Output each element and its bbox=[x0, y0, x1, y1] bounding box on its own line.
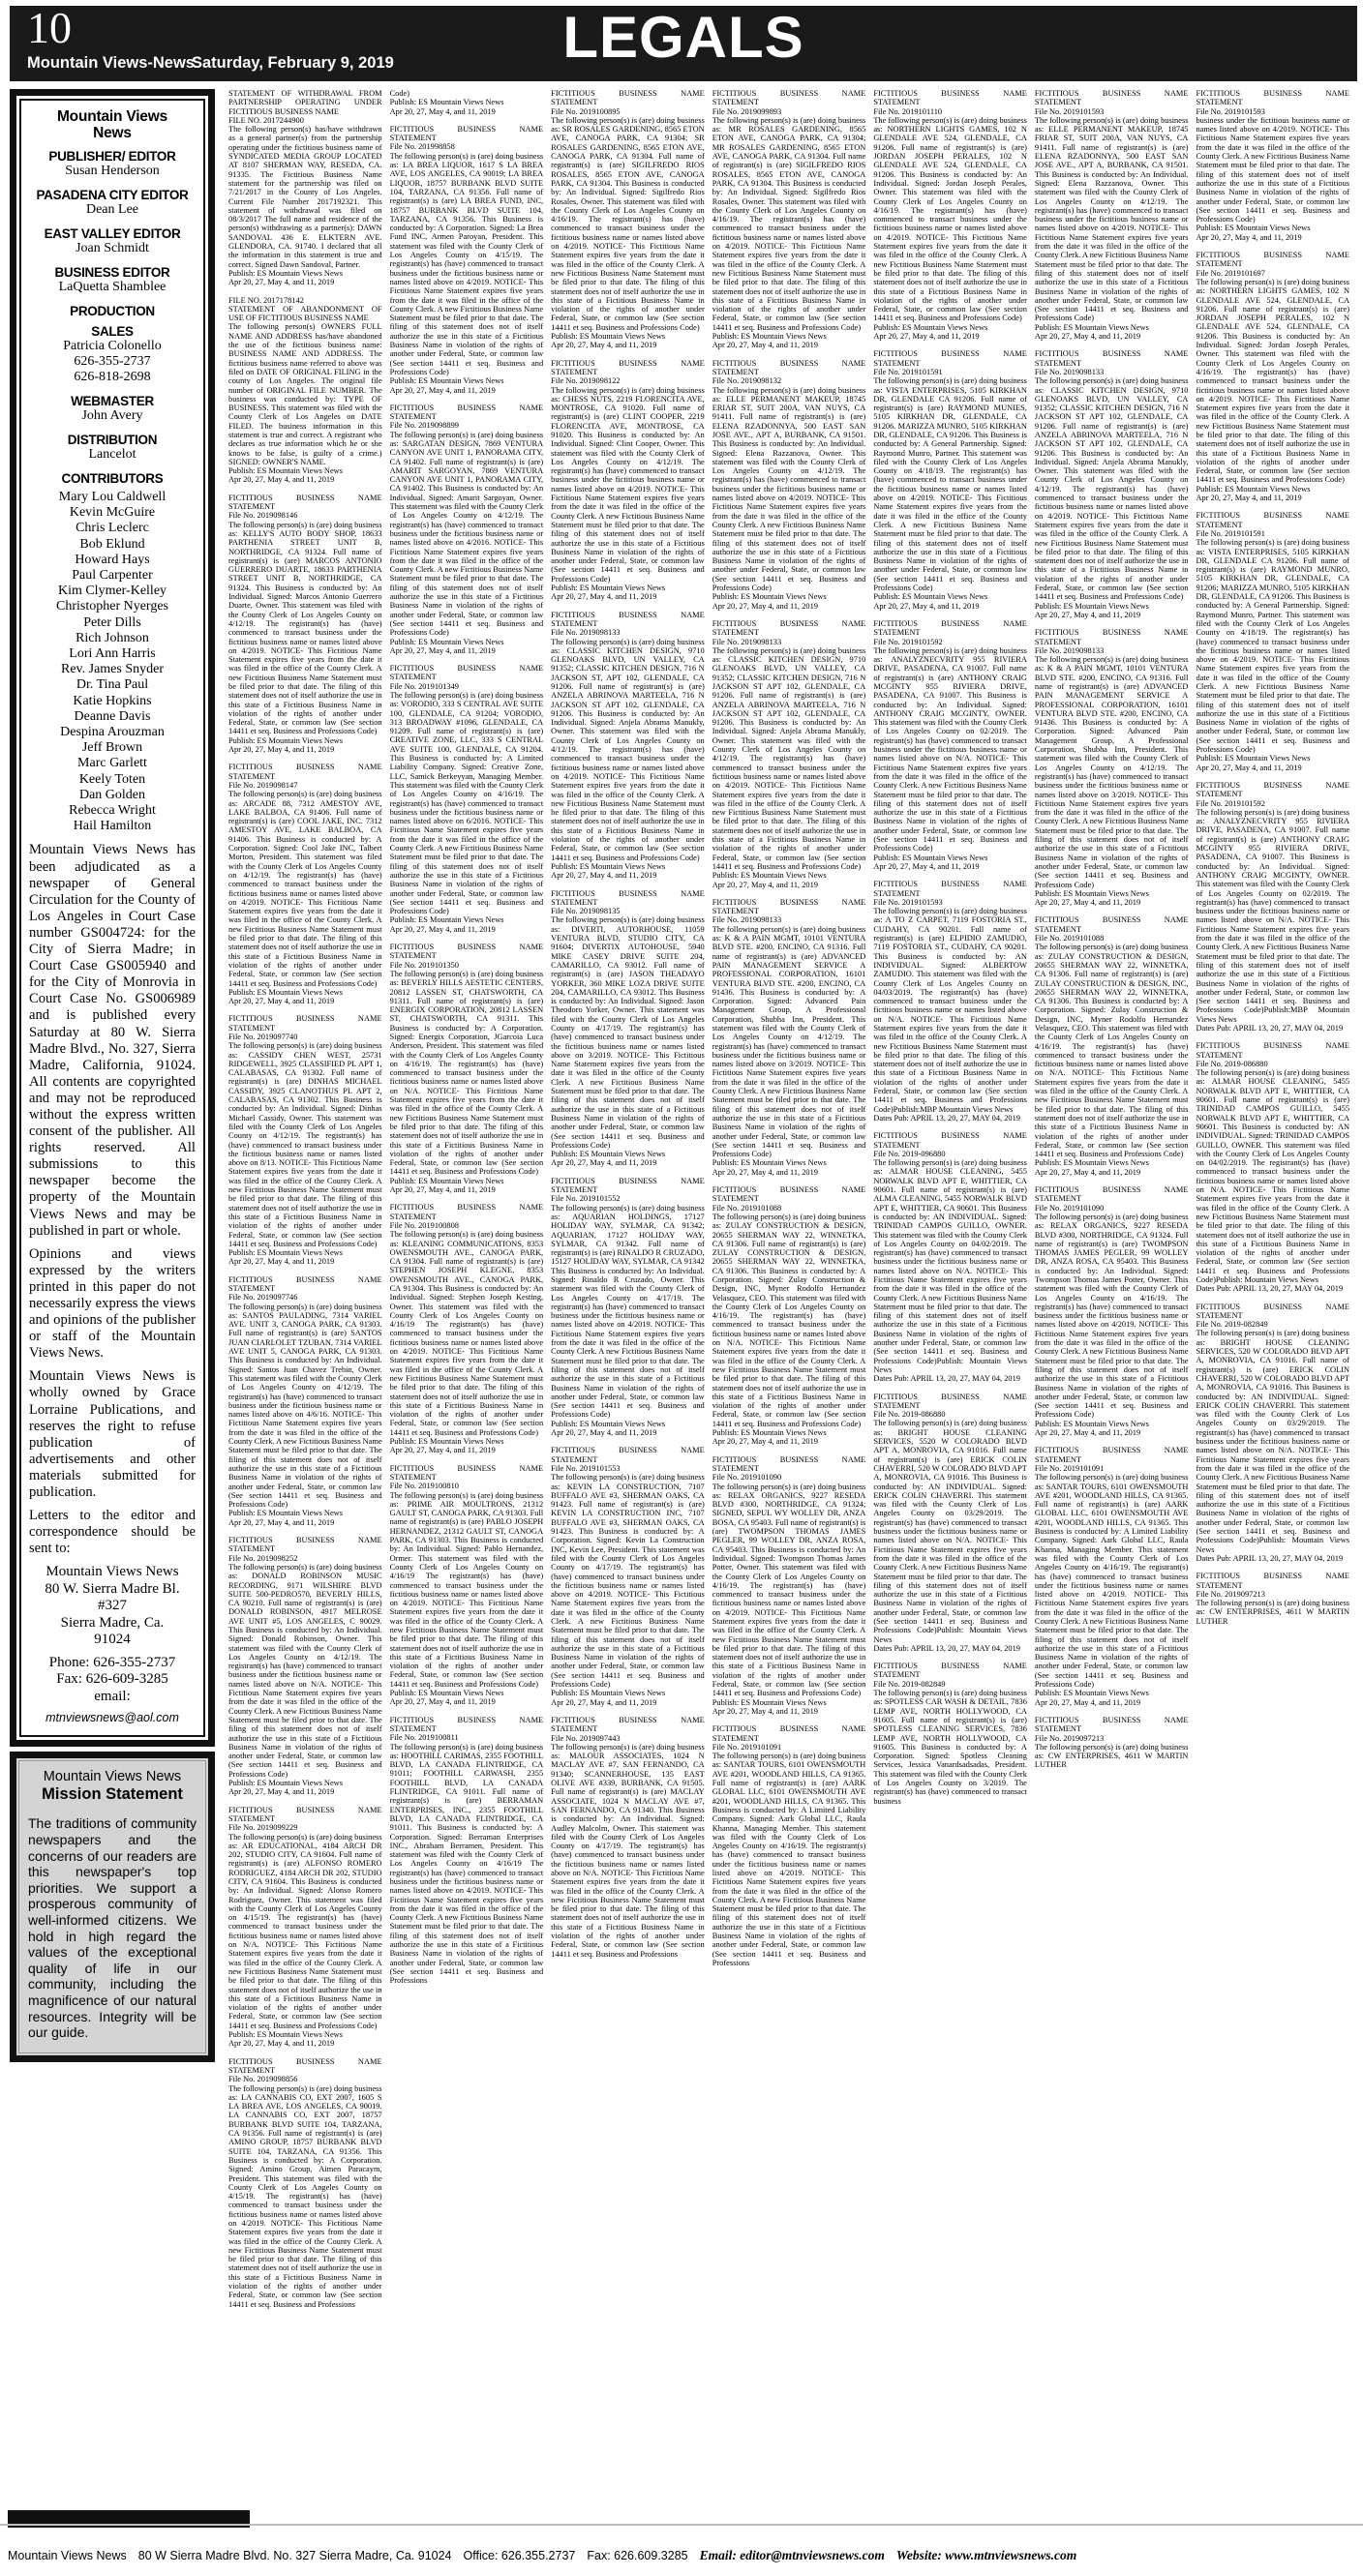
notice-publication-dates: Publish: ES Mountain Views News Apr 20, 27, May 4, and 11, 2019 bbox=[228, 2030, 343, 2049]
notice-body: The following person(s) is (are) doing business as: K & A PAIN MGMT, 10101 VENTURA BLVD STE. #200, ENCINO, CA 91316. Full name of registrant(s) is (are) ADVANCED PAIN MANAGEMENT SERVICE A PROFESSIONAL CORPORATION, 16101 VENTURA BLVD STE. #200, ENCINO, CA 91436. This Business is conducted by: A Corporation. Signed: Advanced Pain Management Group, A Professional Corporation, Shubha Inn, President. This statement was filed with the County Clerk of Los Angeles County on 4/12/19. The registrant(s) has (have) commenced to transact business under the fictitious business name or names listed above on 3/2019. NOTICE- This Fictitious Name Statement expires five years from the date it was filed in the office of the County Clerk. A new Fictitious Business Name Statement must be filed prior to that date. The filing of this statement does not of itself authorize the use in this state of a Fictitious Business Name in violation of the rights of another under Federal, State, or common law (See section 14411 et seq. Business and Professions Code) bbox=[712, 924, 866, 1159]
contact-phone: Phone: 626-355-2737 bbox=[48, 1654, 176, 1670]
legal-notice bbox=[1196, 1572, 1349, 1626]
notice-publication-dates: Publish: ES Mountain Views News Apr 20, 27, May 4, and 11, 2019 bbox=[389, 1176, 504, 1195]
notice-heading: STATEMENT OF WITHDRAWAL FROM PARTNERSHIP OPERATING UNDER FICTITIOUS BUSINESS NAME FILE NO. 2017244900 bbox=[228, 89, 382, 125]
notice-publication-dates: Publish: ES Mountain Views News Apr 20, 27, May 4, and 11, 2019 bbox=[228, 735, 343, 755]
notice-publication-dates: Publish: ES Mountain Views News Apr 20, 27, May 4, and 11, 2019 bbox=[389, 637, 504, 655]
contributor-name: Jeff Brown bbox=[81, 740, 143, 756]
mission-statement-inner bbox=[18, 1760, 206, 2052]
notice-publication-dates: Publish: ES Mountain Views News Apr 20, 27, May 4, and 11, 2019 bbox=[873, 853, 988, 871]
contributor-name: Peter Dills bbox=[83, 614, 141, 630]
notice-heading: FICTITIOUS BUSINESS NAME STATEMENT File No. 2019101091 bbox=[712, 1724, 866, 1752]
legal-notice bbox=[712, 1185, 866, 1447]
notice-body: The following person(s) is (are) doing business as: SR ROSALES GARDENING, 8565 ETON AVE, CANOGA PARK, CA 91304; SR ROSALES GARDENING, 8565 ETON AVE, CANOGA PARK, CA 91304. Full name of registrant(s) is (are) SIGILFREDO RIOS ROSALES, 8565 ETON AVE, CANOGA PARK, CA 91304. This Business is conducted by: An Individual. Signed: Sigilfredo Rios Rosales, Owner. This statement was filed with the County Clerk of Los Angeles County on 4/16/19. The registrant(s) has (have) commenced to transact business under the fictitious business name or names listed above on 4/2019. NOTICE- This Fictitious Name Statement expires five years from the date it was filed in the office of the County Clerk. A new Fictitious Business Name Statement must be filed prior to that date. The filing of this statement does not of itself authorize the use in this state of a Fictitious Business Name in violation of the rights of another under Federal, State, or common law (See section 14411 et seq. Business and Professions Code) bbox=[551, 115, 705, 332]
contact-street: 80 W. Sierra Madre Bl. bbox=[45, 1580, 180, 1597]
contact-block bbox=[29, 1564, 196, 1649]
legal-notice bbox=[390, 943, 544, 1194]
notice-publication-dates: Publish: ES Mountain Views News Apr 20, 27, May 4, and 11, 2019 bbox=[551, 584, 666, 602]
legal-notices-area bbox=[228, 89, 1357, 2477]
legal-notice bbox=[1035, 1446, 1189, 1707]
notice-publication-dates: Publish: ES Mountain Views News Apr 20, 27, May 4, and 11, 2019 bbox=[389, 1437, 504, 1455]
notice-body: The following person(s) is (are) doing business as: ELLE PERMANENT MAKEUP, 18745 FRIAR ST, SUIT 200A, VAN NUYS, CA 91411. Full name of registrant(s) is (are) ELENA RZADONNYA, 500 EAST SAN JOSE AVE., APT A, BURBANK, CA 91501. This Business is conducted by: An Individual. Signed: Elena Razzanova, Owner. This statement was filed with the County Clerk of Los Angeles County on 4/12/19. The registrant(s) has (have) commenced to transact business under the fictitious business name or names listed above on 4/2019. NOTICE- This Fictitious Name Statement expires five years from the date it was filed in the office of the County Clerk. A new Fictitious Business Name Statement must be filed prior to that date. The filing of this statement does not of itself authorize the use in this state of a Fictitious Business Name in violation of the rights of another under Federal, State, or common law (See section 14411 et seq. Business and Professions Code) bbox=[1034, 115, 1189, 323]
notice-publication-dates: Publish: ES Mountain Views News Apr 20, 27, May 4, and 11, 2019 bbox=[1034, 888, 1149, 908]
notice-body: The following person(s) is (are) doing business as: RELAX ORGANICS, 9227 RESEDA BLVD #300, NORTHRIDGE, CA 91324; SIGNED, SEPUL WY WOLLEY DR, ANZA BOSA, CA 95403. Full name of registrant(s) is (are) TWOMPSON THOMAS JAMES PEGLER, 99 WOLLEY DR, ANZA ROSA, CA 95403. This Business is conducted by: An Individual. Signed: Twompson Thomas James Potter, Owner. This statement was filed with the County Clerk of Los Angeles County on 4/16/19. The registrant(s) has (have) commenced to transact business under the fictitious business name or names listed above on 4/2019. NOTICE- This Fictitious Name Statement expires five years from the date it was filed in the office of the County Clerk. A new Fictitious Business Name Statement must be filed prior to that date. The filing of this statement does not of itself authorize the use in this state of a Fictitious Business Name in violation of the rights of another under Federal, State, or common law (See section 14411 et seq. Business and Professions Code) bbox=[712, 1482, 866, 1698]
notice-body: The following person(s) is (are) doing business as: AQUARIAN HOLDINGS, 17127 HOLIDAY WAY, SYLMAR, CA 91342; AQUARIAN, 17127 HOLIDAY WAY, SYLMAR, CA 91342. Full name of registrant(s) is (are) RINALDO R CRUZADO, 15127 HOLIDAY WAY, SYLMAR, CA 91342 This Business is conducted by: An Individual. Signed: Rinaldo R Cruzado, Owner. This statement was filed with the County Clerk of Los Angeles County on 4/17/19. The registrant(s) has (have) commenced to transact business under the fictitious business name or names listed above on 4/2019. NOTICE- This Fictitious Name Statement expires five years from the date it was filed in the office of the County Clerk. A new Fictitious Business Name Statement must be filed prior to that date. The filing of this statement does not of itself authorize the use in this state of a Fictitious Business Name in violation of the rights of another under Federal, State, or common law (See section 14411 et seq. Business and Professions Code) bbox=[551, 1203, 705, 1420]
notice-body: The following person(s) is (are) doing business as: CW ENTERPRISES, 4611 W MARTIN LUTHER bbox=[1034, 1742, 1189, 1770]
notice-heading: FICTITIOUS BUSINESS NAME STATEMENT File No. 2019101697 bbox=[1196, 251, 1350, 278]
legal-notice bbox=[712, 898, 866, 1177]
notice-publication-dates: Publish: ES Mountain Views News Apr 20, 27, May 4, and 11, 2019 bbox=[228, 1509, 343, 1527]
notice-body: The following person(s) is (are) doing business as: VORODIO, 333 S CENTRAL AVE SUITE 100, GLENDALE, CA 91204; VORODIO, 313 BROADWAY #1096, GLENDALE, CA 91209. Full name of registrant(s) is (are) CREATIVE ZONE, LLC, 333 S CENTRAL AVE SUITE 100, GLENDALE, CA 91204. This Business is conducted by: A Limited Liability Company. Signed: Creative Zone, LLC, Samick Berkeyyan, Managing Member. This statement was filed with the County Clerk of Los Angeles County on 4/16/19. The registrant(s) has (have) commenced to transact business under the fictitious business name or names listed above on 6/2016. NOTICE- This Fictitious Name Statement expires five years from the date it was filed in the office of the County Clerk. A new Fictitious Business Name Statement must be filed prior to that date. The filing of this statement does not of itself authorize the use in this state of a Fictitious Business Name in violation of the rights of another under Federal, State, or common law (See section 14411 et seq. Business and Professions Code) bbox=[389, 691, 544, 916]
legal-notice bbox=[873, 619, 1027, 871]
contact-email-label: email: bbox=[94, 1688, 131, 1704]
notice-heading: FICTITIOUS BUSINESS NAME STATEMENT File No. 2019-086880 bbox=[873, 1392, 1027, 1420]
contact-name: Mountain Views News bbox=[45, 1564, 179, 1580]
notice-publication-dates: Publish: ES Mountain Views News Apr 20, 27, May 4, and 11, 2019 bbox=[551, 1419, 666, 1438]
notice-heading: FICTITIOUS BUSINESS NAME STATEMENT File No. 2019101593 bbox=[1034, 89, 1189, 116]
legal-notice bbox=[873, 1662, 1027, 1806]
notice-publication-dates: Publish: ES Mountain Views News Apr 20, 27, May 4, and 11, 2019 bbox=[389, 376, 504, 395]
legal-notice bbox=[390, 664, 544, 934]
notice-heading: FICTITIOUS BUSINESS NAME STATEMENT File No. 2019098146 bbox=[228, 493, 382, 521]
notice-body: The following person(s) is (are) doing business as: DONALD ROBINSON MUSIC RECORDING, 9171 WILSHIRE BLVD SUITE 500-PEDRO570, BEVERLY HILLS, CA 90210. Full name of registrant(s) is (are) DONALD ROBINSON, 4917 MELROSE AVE UNIT #5, LOS ANGELES, C 90029. This Business is conducted by: An Individual. Signed: Donald Robinson, Owner. This statement was filed with the County Clerk of Los Angeles County on 4/12/19. The registrant(s) has (have) commenced to transact business under the fictitious business name or names listed above on N/A. NOTICE- This Fictitious Name Statement expires five years from the date it was filed in the office of the County Clerk. A new Fictitious Business Name Statement must be filed prior to that date. The filing of this statement does not of itself authorize the use in this state of a Fictitious Business Name in violation of the rights of another under Federal, State, or common law (See section 14411 et seq. Business and Professions Code) bbox=[228, 1562, 382, 1779]
notice-publication-dates: Publish: ES Mountain Views News Apr 20, 27, May 4, and 11, 2019 bbox=[712, 332, 827, 350]
notice-body: business under the fictitious business name or names listed above on 4/2019. NOTICE- This Fictitious Name Statement expires five years from the date it was filed in the office of the County Clerk. A new Fictitious Business Name Statement must be filed prior to that date. The filing of this statement does not of itself authorize the use in this state of a Fictitious Business Name in violation of the rights of another under Federal, State, or common law (See section 14411 et seq. Business and Professions Code) bbox=[1196, 115, 1350, 225]
masthead-issue-date: Saturday, February 9, 2019 bbox=[192, 54, 394, 72]
notice-heading: FICTITIOUS BUSINESS NAME STATEMENT File No. 2019098133 bbox=[1034, 349, 1189, 376]
notice-heading: FICTITIOUS BUSINESS NAME STATEMENT File No. 2019099229 bbox=[228, 1805, 382, 1833]
legal-notice bbox=[551, 359, 705, 602]
notice-heading: FICTITIOUS BUSINESS NAME STATEMENT File No. 2019099893 bbox=[712, 89, 866, 116]
sidebar-paragraph: Mountain Views News is wholly owned by Grace Lorraine Publications, and reserves the right to refuse publication of advertisements and other materials submitted for publication. bbox=[29, 1368, 196, 1501]
contributor-name: Deanne Davis bbox=[74, 708, 151, 724]
notice-heading: FICTITIOUS BUSINESS NAME STATEMENT File No. 2019-086880 bbox=[1196, 1041, 1350, 1068]
notice-heading: FICTITIOUS BUSINESS NAME STATEMENT File No. 201998858 bbox=[389, 124, 544, 152]
legal-notice bbox=[551, 611, 705, 881]
contributor-name: Kevin McGuire bbox=[69, 505, 156, 521]
notice-heading: FICTITIOUS BUSINESS NAME STATEMENT File No. 2019098252 bbox=[228, 1536, 382, 1563]
notice-publication-dates: Publish: ES Mountain Views News Apr 20, 27, May 4, and 11, 2019 bbox=[712, 1697, 827, 1716]
notice-heading: FICTITIOUS BUSINESS NAME STATEMENT File No. 2019100808 bbox=[389, 1203, 544, 1230]
notice-heading: FICTITIOUS BUSINESS NAME STATEMENT File No. 2019101110 bbox=[873, 89, 1027, 116]
notice-body: The following person(s) is (are) doing business as: SANTOS PAULADING, 7314 VARIEL AVE. UNIT 3, CANOGA PARK, CA 91303. Full name of registrant(s) is (are) SANTOS JUAN CIARLOLET TZUBAN, 7314 VARIEL AVE UNIT 5, CANOGA PARK, CA 91303. This Business is conducted by: An Individual. Signed: Santos Juan Chavez Trebin, Owner. This statement was filed with the County Clerk of Los Angeles County on 4/12/19. The registrant(s) has (have) commenced to transact business under the fictitious business name or names listed above on 4/6/16. NOTICE- This Fictitious Name Statement expires five years from the date it was filed in the office of the County Clerk. A new Fictitious Business Name Statement must be filed prior to that date. The filing of this statement does not of itself authorize the use in this state of a Fictitious Business Name in violation of the rights of another under Federal, State, or common law (See section 14411 et seq. Business and Professions Code) bbox=[228, 1302, 382, 1510]
notice-publication-dates: Publish: ES Mountain Views News Apr 20, 27, May 4, and 11, 2019 bbox=[1034, 1158, 1149, 1177]
notice-publication-dates: Publish: ES Mountain Views News Apr 20, 27, May 4, and 11, 2019 bbox=[873, 322, 988, 342]
notice-publication-dates: Publish: ES Mountain Views News Apr 20, 27, May 4, and 11, 2019 bbox=[873, 592, 988, 611]
contact-suite: #327 bbox=[98, 1598, 127, 1614]
mission-heading-line1: Mountain Views News bbox=[43, 1769, 182, 1785]
notice-publication-dates: Publish: ES Mountain Views News Apr 20, 27, May 4, and 11, 2019 bbox=[1034, 1689, 1149, 1707]
notice-heading: FICTITIOUS BUSINESS NAME STATEMENT File No. 2019-082849 bbox=[873, 1662, 1027, 1689]
notice-publication-dates: Publish: ES Mountain Views News Apr 20, 27, May 4, and 11, 2019 bbox=[1034, 1419, 1149, 1438]
notice-publication-dates: Publish: ES Mountain Views News Apr 20, 27, May 4, and 11, 2019 bbox=[228, 1779, 343, 1797]
notice-body: The following person(s) is (are) doing business as: SARGATAN DESIGN, 7869 VENTURA CANYON AVE UNIT 1, PANORAMA CITY, CA 91402. Full name of registrant(s) is (are) AMARIT SARGOYAN, 7869 VENTURA CANYON AVE UNIT 1, PANORAMA CITY, CA 91402. This Business is conducted by: An Individual. Signed: Amarit Sargoyan, Owner. This statement was filed with the County Clerk of Los Angeles County on 4/12/19. The registrant(s) has (have) commenced to transact business under the fictitious business name or names listed above on 4/2016. NOTICE- This Fictitious Name Statement expires five years from the date it was filed in the office of the County Clerk. A new Fictitious Business Name Statement must be filed prior to that date. The filing of this statement does not of itself authorize the use in this state of a Fictitious Business Name in violation of the rights of another under Federal, State, or common law (See section 14411 et seq. Business and Professions Code) bbox=[389, 430, 544, 638]
notice-heading: FICTITIOUS BUSINESS NAME STATEMENT File No. 2019097443 bbox=[551, 1715, 705, 1743]
notice-heading: FICTITIOUS BUSINESS NAME STATEMENT File No. 2019101553 bbox=[551, 1446, 705, 1473]
contributor-name: Mary Lou Caldwell bbox=[58, 490, 167, 504]
staff-box-inner bbox=[19, 99, 205, 1737]
notice-publication-dates: Publish: ES Mountain Views News Apr 20, 27, May 4, and 11, 2019 bbox=[712, 592, 827, 611]
notice-body: The following person(s) is (are) doing business as: ANALYZNECVRITY 955 RIVIERA DRIVE, PASADENA, CA 91007. Full name of registrant(s) is (are) ANTHONY CRAIG MCGINTY 955 RIVIERA DRIVE, PASADENA, CA 91007. This Business is conducted by: An Individual. Signed: ANTHONY CRAIG MCGINTY, OWNER. This statement was filed with the County Clerk of Los Angeles County on 02/2019. The registrant(s) has (have) commenced to transact business under the fictitious business name or names listed above on N/A. NOTICE- This Fictitious Name Statement expires five years from the date it was filed in the office of the County Clerk. A new Fictitious Business Name Statement must be filed prior to that date. The filing of this statement does not of itself authorize the use in this state of a Fictitious Business Name in violation of the rights of another under Federal, State, or common law (See section 14411 et seq. Business and Professions Code)Publish:MBP Mountain Views News bbox=[1196, 807, 1350, 1024]
notice-publication-dates: Publish: ES Mountain Views News Apr 20, 27, May 4, and 11, 2019 bbox=[1196, 754, 1311, 772]
contributor-name: Despina Arouzman bbox=[60, 725, 165, 740]
contributor-name: Rich Johnson bbox=[76, 630, 149, 645]
notice-heading: FICTITIOUS BUSINESS NAME STATEMENT File No. 2019101591 bbox=[1196, 511, 1350, 538]
legal-notice bbox=[1035, 349, 1189, 619]
legal-notice bbox=[551, 889, 705, 1168]
legal-notice bbox=[712, 1724, 866, 1967]
staff-name: Susan Henderson bbox=[65, 164, 160, 178]
legal-column bbox=[712, 89, 874, 2477]
sidebar-title-line2: News bbox=[93, 125, 132, 141]
legal-notice bbox=[1035, 89, 1189, 341]
contributor-name: Lori Ann Harris bbox=[69, 646, 156, 662]
legal-notice bbox=[228, 1806, 382, 2049]
contributor-name: Kim Clymer-Kelley bbox=[57, 584, 167, 599]
notice-publication-dates: Publish: ES Mountain Views News Apr 20, 27, May 4, and 11, 2019 bbox=[228, 987, 343, 1006]
notice-publication-dates: Dates Pub: APRIL 13, 20, 27, MAY 04, 2019 bbox=[1196, 1023, 1344, 1033]
staff-name: Patricia Colonello 626-355-2737 626-818-2698 bbox=[63, 339, 162, 384]
notice-body: The following person(s) is (are) doing business as: MALOUR ASSOCIATES, 1024 N MACLAY AVE #7, SAN FERNANDO, CA 91340; SCANNERHOUSE, 135 EAST OLIVE AVE #339, BURBANK, CA 91505. Full name of registrant(s) is (are) MACLAY ASSOCIATE, 1024 N MACLAY AVE #7, SAN FERNANDO, CA 91340. This Business is conducted by: An Individual. Signed: Audley Malcolm, Owner. This statement was filed with the County Clerk of Los Angeles County on 4/17/19. The registrant(s) has (have) commenced to transact business under the fictitious business name or names listed above on N/A. NOTICE- This Fictitious Name Statement expires five years from the date it was filed in the office of the County Clerk. A new Fictitious Business Name Statement must be filed prior to that date. The filing of this statement does not of itself authorize the use in this state of a Fictitious Business Name in violation of the rights of another under Federal, State, or common law (See section 14411 et seq. Business and Professions bbox=[551, 1742, 705, 1959]
legal-notice bbox=[228, 1536, 382, 1797]
legal-notice bbox=[228, 1275, 382, 1527]
notice-body: The following person(s) is (are) doing business as: KLEANING COMMUNICATIONS, 8353 OWENSMOUTH AVE., CANOGA PARK, CA 91304. Full name of registrant(s) is (are) STEPHEN JOSEPH KLEGNE, 8353 OWENSMOUTH AVE., CANOGA PARK, CA 91304. This Business is conducted by: An Individual. Signed: Stephen Joseph Kesting, Owner. This statement was filed with the County Clerk of Los Angeles County on 4/16/19 The registrant(s) has (have) commenced to transact business under the fictitious business name or names listed above on 4/2019. NOTICE- This Fictitious Name Statement expires five years from the date it was filed in the office of the County Clerk. A new Fictitious Business Name Statement must be filed prior to that date. The filing of this statement does not of itself authorize the use in this state of a Fictitious Business Name in violation of the rights of another under Federal, State, or common law (See section 14411 et seq. Business and Professions Code) bbox=[389, 1230, 544, 1437]
legal-column bbox=[1196, 89, 1357, 2477]
legal-notice bbox=[712, 1455, 866, 1717]
notice-heading: FICTITIOUS BUSINESS NAME STATEMENT File No. 2019098899 bbox=[389, 403, 544, 431]
contributor-name: Paul Carpenter bbox=[72, 568, 153, 584]
notice-heading: FICTITIOUS BUSINESS NAME STATEMENT File No. 2019101591 bbox=[873, 349, 1027, 376]
legal-notice bbox=[228, 296, 382, 485]
notice-publication-dates: Publish: ES Mountain Views News Apr 20, 27, May 4, and 11, 2019 bbox=[1196, 484, 1311, 503]
notice-body: The following person(s) is (are) doing business as: CLASSIC KITCHEN DESIGN, 9710 GLENOAKS BLVD, UN VALLEY, CA 91352; CLASSIC KITCHEN DESIGN, 716 N JACKSON ST APT 102, GLENDALE, CA 91206. Full name of registrant(s) is (are) ANZELA ABRINOVA MARTEELA, 716 N JACKSON ST APT 102, GLENDALE, CA 91206. This Business is conducted by: An Individual. Signed: Anjela Abrama Manukly, Owner. This statement was filed with the County Clerk of Los Angeles County on 4/12/19. The registrant(s) has (have) commenced to transact business under the fictitious business name or names listed above on 4/2019. NOTICE- This Fictitious Name Statement expires five years from the date it was filed in the office of the County Clerk. A new Fictitious Business Name Statement must be filed prior to that date. The filing of this statement does not of itself authorize the use in this state of a Fictitious Business Name in violation of the rights of another under Federal, State, or common law (See section 14411 et seq. Business and Professions Code) bbox=[1034, 376, 1189, 602]
notice-publication-dates: Dates Pub: APRIL 13, 20, 27, MAY 04, 2019 bbox=[1196, 1553, 1344, 1563]
notice-body: The following person(s) is (are) doing business as: A TO Z CARPET, 7119 FOSTORIA ST., CUDAHY, CA 90201. Full name of registrant(s) is (are) ELPIDIO ZAMUDIO, 7119 FOSTORIA ST., CUDAHY, CA 90201. This Business is conducted by: AN INDIVIDUAL. Signed: ALBERTOW ZAMUDIO. This statement was filed with the County Clerk of Los Angeles County on 04/03/2019. The registrant(s) has (have) commenced to transact business under the fictitious business name or names listed above on N/A. NOTICE- This Fictitious Name Statement expires five years from the date it was filed in the office of the County Clerk. A new Fictitious Business Name Statement must be filed prior to that date. The filing of this statement does not of itself authorize the use in this state of a Fictitious Business Name in violation of the rights of another under Federal, State, or common law (See section 14411 et seq. Business and Professions Code)Publish:MBP Mountain Views News bbox=[873, 907, 1027, 1114]
notice-body: The following person(s) is (are) doing business as: HOOTHILL CARIMAS, 2355 FOOTHILL BLVD, LA CANADA FLINTRIDGE, CA 91011; FOOTHILL CARWASH, 2355 FOOTHILL BLVD, LA CANADA FLINTRIDGE, CA 91011. Full name of registrant(s) is (are) BERRAMAN ENTERPRISES, INC., 2355 FOOTHILL BLVD, LA CANADA FLINTRIDGE, CA 91011. This Business is conducted by: A Corporation. Signed: Berraman Enterprises INC., Abraham Berramen, President. This statement was filed with the County Clerk of Los Angeles County on 4/16/19 The registrant(s) has (have) commenced to transact business under the fictitious business name or names listed above on 4/2019. NOTICE- This Fictitious Name Statement expires five years from the date it was filed in the office of the County Clerk. A new Fictitious Business Name Statement must be filed prior to that date. The filing of this statement does not of itself authorize the use in this state of a Fictitious Business Name in violation of the rights of another under Federal, State, or common law (See section 14411 et seq. Business and Professions bbox=[389, 1742, 544, 1986]
notice-heading: FICTITIOUS BUSINESS NAME STATEMENT File No. 2019101593 bbox=[1196, 89, 1350, 116]
notice-body: The following person(s) is (are) doing business as: MR ROSALES GARDENING, 8565 ETON AVE, CANOGA PARK, CA 91304; MR ROSALES GARDENING, 8565 ETON AVE, CANOGA PARK, CA 91304. Full name of registrant(s) is (are) SIGILFREDO RIOS ROSALES, 8565 ETON AVE, CANOGA PARK, CA 91304. This Business is conducted by: An Individual. Signed: Sigilfredo Rios Rosales, Owner. This statement was filed with the County Clerk of Los Angeles County on 4/16/19. The registrant(s) has (have) commenced to transact business under the fictitious business name or names listed above on 4/2019. NOTICE- This Fictitious Name Statement expires five years from the date it was filed in the office of the County Clerk. A new Fictitious Business Name Statement must be filed prior to that date. The filing of this statement does not of itself authorize the use in this state of a Fictitious Business Name in violation of the rights of another under Federal, State, or common law (See section 14411 et seq. Business and Professions Code) bbox=[712, 115, 866, 332]
legal-notice bbox=[712, 359, 866, 611]
notice-heading: FICTITIOUS BUSINESS NAME STATEMENT File No. 2019101090 bbox=[712, 1454, 866, 1483]
notice-heading: FICTITIOUS BUSINESS NAME STATEMENT File No. 2019097746 bbox=[228, 1274, 382, 1303]
staff-name: Joan Schmidt bbox=[76, 241, 149, 255]
legal-notice bbox=[1196, 89, 1349, 242]
notice-publication-dates: Publish: ES Mountain Views News Apr 20, 27, May 4, and 11, 2019 bbox=[1034, 322, 1149, 342]
notice-publication-dates: Publish: ES Mountain Views News Apr 20, 27, May 4, and 11, 2019 bbox=[551, 861, 666, 881]
notice-body: The following person(s) is (are) doing business as: ARCADE 88, 7312 AMESTOY AVE, LAKE BALBOA, CA 91406. Full name of registrant(s) is (are) COOL JAKE, INC. 7312 AMESTOY AVE, LAKE BALBOA, CA 91406. This Business is conducted by: A Corporation. Signed: Cool Jake INC, Talbert Morton, President. This statement was filed with the County Clerk of Los Angeles County on 4/12/19. The registrant(s) has (have) commenced to transact business under the fictitious business name or names listed above on 4/2019. NOTICE- This Fictitious Name Statement expires five years from the date it was filed in the office of the County Clerk. A new Fictitious Business Name Statement must be filed prior to that date. The filing of this statement does not of itself authorize the use in this state of a Fictitious Business Name in violation of the rights of another under Federal, State, or common law (See section 14411 et seq. Business and Professions Code) bbox=[228, 790, 382, 988]
notice-body: The following person(s) is (are) doing business as: CW ENTERPRISES, 4611 W MARTIN LUTHER bbox=[1196, 1599, 1350, 1626]
notice-publication-dates: Publish: ES Mountain Views News Apr 20, 27, May 4, and 11, 2019 bbox=[1034, 601, 1149, 619]
notice-publication-dates: Publish: ES Mountain Views News Apr 20, 27, May 4, and 11, 2019 bbox=[551, 332, 666, 350]
footer-rule bbox=[0, 2524, 1363, 2526]
notice-publication-dates: Dates Pub: APRIL 13, 20, 27, MAY 04, 2019 bbox=[1196, 1284, 1344, 1294]
notice-publication-dates: Publish: ES Mountain Views News Apr 20, 27, May 4, and 11, 2019 bbox=[228, 466, 343, 485]
sidebar-paragraphs bbox=[29, 842, 196, 1557]
contributor-name: Dr. Tina Paul bbox=[76, 677, 149, 693]
notice-publication-dates: Dates Pub: APRIL 13, 20, 27, MAY 04, 2019 bbox=[873, 1374, 1020, 1384]
notice-body: The following person(s) is (are) doing business as: CHESS NUTS, 2219 FLORENCITA AVE, MONTROSE, CA 91020. Full name of registrant(s) is (are) CLINT COOPER, 2219 FLORENCITA AVE, MONTROSE, CA 91020. This Business is conducted by: An Individual. Signed: Clint Cooper, Owner. This statement was filed with the County Clerk of Los Angeles County on 4/12/19. The registrant(s) has (have) commenced to transact business under the fictitious business name or names listed above on 4/2019. NOTICE- This Fictitious Name Statement expires five years from the date it was filed in the office of the County Clerk. A new Fictitious Business Name Statement must be filed prior to that date. The filing of this statement does not of itself authorize the use in this state of a Fictitious Business Name in violation of the rights of another under Federal, State, or common law (See section 14411 et seq. Business and Professions Code) bbox=[551, 385, 705, 584]
notice-heading: FICTITIOUS BUSINESS NAME STATEMENT File No. 2019100811 bbox=[389, 1715, 544, 1743]
notice-body: The following person(s) is (are) doing business as: ELLE PERMANENT MAKEUP, 18745 ERIAR ST, SUIT 200A, VAN NUYS, CA 91411. Full name of registrant(s) is (are) ELENA RZADONNYA, 500 EAST SAN JOSE AVE., APT A, BURBANK, CA 91501. This Business is conducted by: An Individual. Signed: Elena Razzanova, Owner. This statement was filed with the County Clerk of Los Angeles County on 4/12/19. The registrant(s) has (have) commenced to transact business under the fictitious business name or names listed above on 4/2019. NOTICE- This Fictitious Name Statement expires five years from the date it was filed in the office of the County Clerk. A new Fictitious Business Name Statement must be filed prior to that date. The filing of this statement does not of itself authorize the use in this state of a Fictitious Business Name in violation of the rights of another under Federal, State, or common law (See section 14411 et seq. Business and Professions Code) bbox=[712, 385, 866, 593]
staff-list bbox=[29, 149, 196, 463]
notice-body: The following person(s) is (are) doing business as: LA BREA LIQUOR, 1617 S LA BREA AVE, LOS ANGELES, CA 90019; LA BREA LIQUOR, 18757 BURBANK BLVD SUITE 104, TARZANA, CA 91356. Full name of registrant(s) is (are) LA BREA FUND, INC, 18757 BURBANK BLVD SUITE 104, TARZANA, CA 91356. This Business is conducted by: A Corporation. Signed: La Brea Fund INC, Armen Paroyan, President. This statement was filed with the County Clerk of Los Angeles County on 4/15/19. The registrant(s) has (have) commenced to transact business under the fictitious business name or names listed above on 4/2019. NOTICE- This Fictitious Name Statement expires five years from the date it was filed in the office of the County Clerk. A new Fictitious Business Name Statement must be filed prior to that date. The filing of this statement does not of itself authorize the use in this state of a Fictitious Business Name in violation of the rights of another under Federal, State, or common law (See section 14411 et seq. Business and Professions Code) bbox=[389, 151, 544, 376]
notice-publication-dates: Publish: ES Mountain Views News Apr 20, 27, May 4, and 11, 2019 bbox=[228, 1248, 343, 1267]
legal-notice bbox=[1196, 1041, 1349, 1293]
contributor-name: Chris Leclerc bbox=[76, 521, 149, 536]
legal-notice bbox=[1035, 628, 1189, 907]
notice-heading: FICTITIOUS BUSINESS NAME STATEMENT File No. 2019-082849 bbox=[1196, 1302, 1350, 1330]
footer-office: Office: 626.355.2737 bbox=[463, 2549, 576, 2562]
notice-body: The following person(s) has/have withdrawn as a general partner(s) from the partnership operating under the fictitious business name of SYNDICATED MEDIA GROUP LOCATED AT 8107 SHERMAN WAY, RESEDA, CA. 91335. The Fictitious Business Name statement for the partnership was filed on 7/21/2017 in the County of Los Angeles. Current File Number 2017192321. This statement of withdrawal was filed on 08/3/2017 The full name and residence of the person(s) withdrawing as a partner(s): DAWN SANDOVAL 436 E. ELKTERN AVE. GLENDORA, CA. 91740. I declared that all the information in this statement is true and correct. Signed Dawn Sandoval, Partner. bbox=[228, 125, 382, 269]
mission-heading-line2: Mission Statement bbox=[42, 1785, 183, 1804]
legal-notice bbox=[228, 1014, 382, 1266]
staff-name: John Avery bbox=[81, 408, 143, 423]
notice-body: The following person(s) is (are) doing business as: DIVERTI, AUTORHOUSE, 11059 VENTURA BLVD, STUDIO CITY, CA 91604; DIVERTIX AUTOHOUSE, 5940 MIKE CASEY DRIVE SUITE 204, CAMARILLO, CA 93012. Full name of registrant(s) is (are) JASON THEADAYO YORKER, 360 MIKE LOZA DRIVE SUITE 204, CAMARILLO, CA 93012. This Business is conducted by: An Individual. Signed: Jason Theodoro Yorker, Owner. This statement was filed with the County Clerk of Los Angeles County on 4/17/19. The registrant(s) has (have) commenced to transact business under the fictitious business name or names listed above on 3/2019. NOTICE- This Fictitious Name Statement expires five years from the date it was filed in the office of the County Clerk. A new Fictitious Business Name Statement must be filed prior to that date. The filing of this statement does not of itself authorize the use in this state of a Fictitious Business Name in violation of the rights of another under Federal, State, or common law (See section 14411 et seq. Business and Professions Code) bbox=[551, 915, 705, 1150]
contact-city: Sierra Madre, Ca. bbox=[60, 1614, 165, 1631]
notice-heading: FICTITIOUS BUSINESS NAME STATEMENT File No. 2019101592 bbox=[873, 618, 1027, 646]
staff-role: SALES bbox=[91, 324, 134, 339]
notice-heading: Code) bbox=[389, 89, 410, 98]
legal-notice bbox=[390, 404, 544, 655]
footer-paper: Mountain Views News bbox=[8, 2549, 127, 2562]
contact-fax: Fax: 626-609-3285 bbox=[56, 1671, 168, 1688]
masthead-paper-name: Mountain Views-News bbox=[27, 54, 195, 72]
notice-body: The following person(s) is (are) doing business as: KEVIN LA CONSTRUCTION, 7107 BUFFALO AVE #3, SHERMAN OAKS, CA 91423. Full name of registrant(s) is (are) KEVIN LA CONSTRUCTION INC, 7107 BUFFALO AVE #3, SHERMAN OAKS, CA 91423. This Business is conducted by: A Corporation. Signed: Kevin La Construction INC, Kevin Lee, President. This statement was filed with the County Clerk of Los Angeles County on 4/17/19. The registrant(s) has (have) commenced to transact business under the fictitious business name or names listed above on 4/2019. NOTICE- This Fictitious Name Statement expires five years from the date it was filed in the office of the County Clerk. A new Fictitious Business Name Statement must be filed prior to that date. The filing of this statement does not of itself authorize the use in this state of a Fictitious Business Name in violation of the rights of another under Federal, State, or common law (See section 14411 et seq. Business and Professions Code) bbox=[551, 1473, 705, 1690]
notice-heading: FICTITIOUS BUSINESS NAME STATEMENT File No. 2019101088 bbox=[1034, 915, 1189, 944]
staff-role: DISTRIBUTION bbox=[67, 433, 158, 447]
notice-heading: FICTITIOUS BUSINESS NAME STATEMENT File No. 2019101091 bbox=[1034, 1446, 1189, 1473]
notice-heading: FICTITIOUS BUSINESS NAME STATEMENT File No. 2019101552 bbox=[551, 1176, 705, 1204]
legal-column bbox=[390, 89, 552, 2477]
legal-notice bbox=[390, 89, 544, 116]
notice-body: The following person(s) is (are) doing business as: SANTAR TOURS, 6101 OWENSMOUTH AVE #201, WOODLAND HILLS, CA 91365. Full name of registrant(s) is (are) AARK GLOBAL LLC, 6101 OWENSMOUTH AVE #201, WOODLAND HILLS, CA 91365. This Business is conducted by: A Limited Liability Company. Signed: Aark Global LLC, Raula Khanna, Managing Member. This statement was filed with the County Clerk of Los Angeles County on 4/16/19. The registrant(s) has (have) commenced to transact business under the fictitious business name or names listed above on 4/2019. NOTICE- This Fictitious Name Statement expires five years from the date it was filed in the office of the County Clerk. A new Fictitious Business Name Statement must be filed prior to that date. The filing of this statement does not of itself authorize the use in this state of a Fictitious Business Name in violation of the rights of another under Federal, State, or common law (See section 14411 et seq. Business and Professions Code) bbox=[1034, 1473, 1189, 1690]
notice-body: The following person(s) is (are) doing business as: SPOTLESS CAR WASH & DETAIL, 7836 LEMP AVE, NORTH HOLLYWOOD, CA 91605. Full name of registrant(s) is (are) SPOTLESS CLEANING SERVICES, 7836 LEMP AVE, NORTH HOLLYWOOD, CA 91605. This Business is conducted by: A Corporation. Signed: Spotless Cleaning Services, Jessica Vanardsadsadas, President. This statement was filed with the County Clerk of Los Angeles County on 3/2019. The registrant(s) has (have) commenced to transact business bbox=[873, 1689, 1027, 1806]
contributors-list bbox=[29, 490, 196, 834]
notice-publication-dates: Publish: ES Mountain Views News Apr 20, 27, May 4, and 11, 2019 bbox=[228, 268, 343, 287]
legal-notice bbox=[390, 1716, 544, 1986]
contributor-name: Hail Hamilton bbox=[73, 819, 152, 834]
notice-body: The following person(s) is (are) doing business as: BRIGHT HOUSE CLEANING SERVICES, 520 W COLORADO BLVD APT A, MONROVIA, CA 91016. Full name of registrant(s) is (are) ERICK COLIN CHAVERRI, 520 W COLORADO BLVD APT A, MONROVIA, CA 91016. This Business is conducted by: AN INDIVIDUAL. Signed: ERICK COLIN CHAVERRI. This statement was filed with the County Clerk of Los Angeles County on 03/29/2019. The registrant(s) has (have) commenced to transact business under the fictitious business name or names listed above on N/A. NOTICE- This Fictitious Name Statement expires five years from the date it was filed in the office of the County Clerk. A new Fictitious Business Name Statement must be filed prior to that date. The filing of this statement does not of itself authorize the use in this state of a Fictitious Business Name in violation of the rights of another under Federal, State, or common law (See section 14411 et seq. Business and Professions Code)Publish: Mountain Views News bbox=[1196, 1329, 1350, 1554]
legal-notice bbox=[873, 89, 1027, 341]
footer-email[interactable]: Email: editor@mtnviewsnews.com bbox=[699, 2548, 885, 2562]
staff-role: PASADENA CITY EDITOR bbox=[36, 188, 189, 202]
contact-email[interactable]: mtnviewsnews@aol.com bbox=[45, 1711, 179, 1725]
contributor-name: Keely Toten bbox=[78, 771, 146, 787]
mission-statement-box bbox=[10, 1752, 215, 2061]
notice-heading: FICTITIOUS BUSINESS NAME STATEMENT File No. 2019098133 bbox=[712, 618, 866, 646]
contributor-name: Dan Golden bbox=[78, 787, 146, 802]
notice-body: The following person(s) is (are) doing business as: VISTA ENTERPRISES, 5105 KIRKHAN DR, GLENDALE CA 91206. Full name of registrant(s) is (are) RAYMOND MUNIES, 5105 KIRKHAN DR, GLENDALE, CA 91206. MARIZZA MUNRO, 5105 KIRKHAN DR, GLENDALE, CA 91206. This Business is conducted by: A General Partnership. Signed: Raymond Munro, Partner. This statement was filed with the County Clerk of Los Angeles County on 4/18/19. The registrant(s) has (have) commenced to transact business under the fictitious business name or names listed above on 4/2019. NOTICE- This Fictitious Name Statement expires five years from the date it was filed in the office of the County Clerk. A new Fictitious Business Name Statement must be filed prior to that date. The filing of this statement does not of itself authorize the use in this state of a Fictitious Business Name in violation of the rights of another under Federal, State, or common law (See section 14411 et seq. Business and Professions Code) bbox=[873, 376, 1027, 593]
page-masthead bbox=[10, 3, 1357, 81]
legal-notice bbox=[551, 1446, 705, 1707]
notice-body: The following person(s) is (are) doing business as: ZULAY CONSTRUCTION & DESIGN, 20655 SHERMAN WAY 22, WINNETKA, CA 91306. Full name of registrant(s) is (are) ZULAY CONSTRUCTION & DESIGN, INC, 20655 SHERMAN WAY 22, WINNETKA, CA 91306. This Business is conducted by: A Corporation. Signed: Zulay Construction & Design, INC, Myner Rodolfo Hernandez Velasquez, CEO. This statement was filed with the County Clerk of Los Angeles County on 4/16/19. The registrant(s) has (have) commenced to transact business under the fictitious business name or names listed above on N/A. NOTICE- This Fictitious Name Statement expires five years from the date it was filed in the office of the County Clerk. A new Fictitious Business Name Statement must be filed prior to that date. The filing of this statement does not of itself authorize the use in this state of a Fictitious Business Name in violation of the rights of another under Federal, State, or common law (See section 14411 et seq. Business and Professions Code) bbox=[1034, 943, 1189, 1159]
legal-notice bbox=[551, 89, 705, 350]
notice-body: The following person(s) is (are) doing business as: BRIGHT HOUSE CLEANING SERVICES, 5520 W COLORADO BLVD APT A, MONROVIA, CA 91016. Full name of registrant(s) is (are) ERICK COLIN CHAVERRI, 520 W COLORADO BLVD APT A, MONROVIA, CA 91016. This Business is conducted by: AN INDIVIDUAL. Signed: ERICK COLIN CHAVERRI. This statement was filed with the County Clerk of Los Angeles County on 03/29/2019. The registrant(s) has (have) commenced to transact business under the fictitious business name or names listed above on N/A. NOTICE- This Fictitious Name Statement expires five years from the date it was filed in the office of the County Clerk. A new Fictitious Business Name Statement must be filed prior to that date. The filing of this statement does not of itself authorize the use in this state of a Fictitious Business Name in violation of the rights of another under Federal, State, or common law (See section 14411 et seq. Business and Professions Code)Publish: Mountain Views News bbox=[873, 1419, 1027, 1644]
legal-notice bbox=[228, 89, 382, 287]
sidebar-paragraph: Mountain Views News has been adjudicated as a newspaper of General Circulation for the County of Los Angeles in Court Case number GS004724: for the City of Sierra Madre; in Court Case GS005940 and for the City of Monrovia in Court Case No. GS006989 and is published every Saturday at 80 W. Sierra Madre Blvd., No. 327, Sierra Madre, California, 91024. All contents are copyrighted and may not be reproduced without the express written consent of the publisher. All rights reserved. All submissions to this newspaper become the property of the Mountain Views News and may be published in part or whole. bbox=[29, 842, 196, 1239]
notice-body: The following person(s) is (are) doing business as: BEVERLY HILLS AESTETIC CENTERS, 20812 LASSEN ST, CHATSWORTH, CA 91311. Full name of registrant(s) is (are) ENERGIX CORPORATION, 20812 LASSEN ST, CHATSWORTH, CA 91311. This Business is conducted by: A Corporation. Signed: Energix Corporation, JGarcoia Luca Anderson, President. This statement was filed with the County Clerk of Los Angeles County on 4/16/19. The registrant(s) has (have) commenced to transact business under the fictitious business name or names listed above on N/A. NOTICE- This Fictitious Name Statement expires five years from the date it was filed in the office of the County Clerk. A new Fictitious Business Name Statement must be filed prior to that date. The filing of this statement does not of itself authorize the use in this state of a Fictitious Business Name in violation of the rights of another under Federal, State, or common law (See section 14411 et seq. Business and Professions Code) bbox=[389, 969, 544, 1177]
section-title: LEGALS bbox=[562, 5, 804, 70]
footer-fax: Fax: 626.609.3285 bbox=[587, 2549, 688, 2562]
footer-website[interactable]: Website: www.mtnviewsnews.com bbox=[895, 2548, 1077, 2562]
notice-body: The following person(s) is (are) doing business as: AR EDUCATIONAL, 4184 ARCH DR 202, STUDIO CITY, CA 91604. Full name of registrant(s) is (are) ALFONSO ROMERO RODRIGUEZ, 4184 ARCH DR 202, STUDIO CITY, CA 91604. This Business is conducted by: An Individual. Signed: Alonso Romero Rodriguez, Owner. This statement was filed with the County Clerk of Los Angeles County on 4/15/19. The registrant(s) has (have) commenced to transact business under the fictitious business name or names listed above on N/A. NOTICE- This Fictitious Name Statement expires five years from the date it was filed in the office of the County Clerk. A new Fictitious Business Name Statement must be filed prior to that date. The filing of this statement does not of itself authorize the use in this state of a Fictitious Business Name in violation of the rights of another under Federal, State, or common law (See section 14411 et seq. Business and Professions Code) bbox=[228, 1832, 382, 2030]
notice-body: The following person(s) is (are) doing business as: SANTAR TOURS, 6101 OWENSMOUTH AVE #201, WOODLAND HILLS, CA 91365. Full name of registrant(s) is (are) AARK GLOBAL LLC, 6101 OWENSMOUTH AVE #201, WOODLAND HILLS, CA 91365. This Business is conducted by: A Limited Liability Company. Signed: Aark Global LLC, Raula Khanna, Managing Member. This statement was filed with the County Clerk of Los Angeles County on 4/16/19. The registrant(s) has (have) commenced to transact business under the fictitious business name or names listed above on 4/2019. NOTICE- This Fictitious Name Statement expires five years from the date it was filed in the office of the County Clerk. A new Fictitious Business Name Statement must be filed prior to that date. The filing of this statement does not of itself authorize the use in this state of a Fictitious Business Name in violation of the rights of another under Federal, State, or common law (See section 14411 et seq. Business and Professions bbox=[712, 1752, 866, 1967]
notice-heading: FICTITIOUS BUSINESS NAME STATEMENT File No. 2019101592 bbox=[1196, 780, 1350, 808]
legal-notice bbox=[390, 125, 544, 395]
legal-notice bbox=[873, 880, 1027, 1123]
contact-phone-block bbox=[29, 1655, 196, 1706]
sidebar bbox=[10, 89, 215, 2470]
notice-heading: FICTITIOUS BUSINESS NAME STATEMENT File No. 2019101349 bbox=[389, 664, 544, 691]
legal-notice bbox=[1035, 915, 1189, 1177]
sidebar-title bbox=[29, 108, 196, 141]
notice-heading: FICTITIOUS BUSINESS NAME STATEMENT File No. 2019097213 bbox=[1196, 1572, 1350, 1599]
legal-notice bbox=[390, 1464, 544, 1707]
notice-publication-dates: Publish: ES Mountain Views News Apr 20, 27, May 4, and 11, 2019 bbox=[389, 1689, 504, 1707]
notice-heading: FICTITIOUS BUSINESS NAME STATEMENT File No. 2019098133 bbox=[712, 897, 866, 925]
notice-body: The following person(s) is (are) doing business as: NORTHERN LIGHTS GAMES, 102 N GLENDALE AVE 524, GLENDALE, CA 91206. Full name of registrant(s) is (are) JORDAN JOSEPH PERALES, 102 N GLENDALE AVE 524, GLENDALE, CA 91206. This Business is conducted by: An Individual. Signed: Jordan Joseph Perales, Owner. This statement was filed with the County Clerk of Los Angeles County on 4/16/19. The registrant(s) has (have) commenced to transact business under the fictitious business name or names listed above on 4/2019. NOTICE- This Fictitious Name Statement expires five years from the date it was filed in the office of the County Clerk. A new Fictitious Business Name Statement must be filed prior to that date. The filing of this statement does not of itself authorize the use in this state of a Fictitious Business Name in violation of the rights of another under Federal, State, or common law (See section 14411 et seq. Business and Professions Code) bbox=[873, 115, 1027, 323]
notice-heading: FICTITIOUS BUSINESS NAME STATEMENT File No. 2019-096880 bbox=[873, 1131, 1027, 1158]
contributor-name: Rev. James Snyder bbox=[60, 662, 165, 677]
notice-body: The following person(s) is (are) doing business as: ZULAY CONSTRUCTION & DESIGN, 20655 SHERMAN WAY 22, WINNETKA, CA 91306. Full name of registrant(s) is (are) ZULAY CONSTRUCTION & DESIGN, 20655 SHERMAN WAY 22, WINNETKA, CA 91306. This Business is conducted by: A Corporation. Signed: Zulay Construction & Design, INC, Myner Rodolfo Hernandez Velasquez, CEO. This statement was filed with the County Clerk of Los Angeles County on 4/16/19. The registrant(s) has (have) commenced to transact business under the fictitious business name or names listed above on N/A. NOTICE- This Fictitious Name Statement expires five years from the date it was filed in the office of the County Clerk. A new Fictitious Business Name Statement must be filed prior to that date. The filing of this statement does not of itself authorize the use in this state of a Fictitious Business Name in violation of the rights of another under Federal, State, or common law (See section 14411 et seq. Business and Professions Code) bbox=[712, 1212, 866, 1428]
notice-body: The following person(s) is (are) doing business as: K & A PAIN MGMT, 10101 VENTURA BLVD STE. #200, ENCINO, CA 91316. Full name of registrant(s) is (are) ADVANCED PAIN MANAGEMENT SERVICE A PROFESSIONAL CORPORATION, 16101 VENTURA BLVD STE. #200, ENCINO, CA 91436. This Business is conducted by: A Corporation. Signed: Advanced Pain Management Group, A Professional Corporation, Shubha Inn, President. This statement was filed with the County Clerk of Los Angeles County on 4/12/19. The registrant(s) has (have) commenced to transact business under the fictitious business name or names listed above on 3/2019. NOTICE- This Fictitious Name Statement expires five years from the date it was filed in the office of the County Clerk. A new Fictitious Business Name Statement must be filed prior to that date. The filing of this statement does not of itself authorize the use in this state of a Fictitious Business Name in violation of the rights of another under Federal, State, or common law (See section 14411 et seq. Business and Professions Code) bbox=[1034, 655, 1189, 889]
notice-heading: FICTITIOUS BUSINESS NAME STATEMENT File No. 2019101090 bbox=[1034, 1185, 1189, 1213]
notice-heading: FICTITIOUS BUSINESS NAME STATEMENT File No. 2019098122 bbox=[551, 358, 705, 386]
legal-column bbox=[228, 89, 390, 2477]
notice-heading: FICTITIOUS BUSINESS NAME STATEMENT File No. 2019101350 bbox=[389, 943, 544, 970]
legal-notice bbox=[1035, 1716, 1189, 1770]
staff-role: PRODUCTION bbox=[70, 304, 155, 318]
notice-body: The following person(s) is (are) doing business as: CLASSIC KITCHEN DESIGN, 9710 GLENOAKS BLVD, UN VALLEY, CA 91352; CLASSIC KITCHEN DESIGN, 716 N JACKSON ST, APT 102, GLENDALE, CA 91206. Full name of registrant(s) is (are) ANZELA ABRINOVA MARTEELA, 716 N JACKSON ST APT 102, GLENDALE, CA 91206. This Business is conducted by: An Individual. Signed: Anjela Abrama Manukly, Owner. This statement was filed with the County Clerk of Los Angeles County on 4/12/19. The registrant(s) has (have) commenced to transact business under the fictitious business name or names listed above on 4/2019. NOTICE- This Fictitious Name Statement expires five years from the date it was filed in the office of the County Clerk. A new Fictitious Business Name Statement must be filed prior to that date. The filing of this statement does not of itself authorize the use in this state of a Fictitious Business Name in violation of the rights of another under Federal, State, or common law (See section 14411 et seq. Business and Professions Code) bbox=[551, 637, 705, 862]
notice-body: The following person(s) is (are) doing business as: PRIME AIR MOULTRONS, 21312 GAULT ST, CANOGA PARK, CA 91303. Full name of registrant(s) is (are) PABLO JOSEPH HERNANDEZ, 21312 GAULT ST, CANOGA PARK, CA 91303. This Business is conducted by: An Individual. Signed: Pablo Hernandez, Ormer. This statement was filed with the County Clerk of Los Angeles County on 4/16/19 The registrant(s) has (have) commenced to transact business under the fictitious business name or names listed above on 4/2019. NOTICE- This Fictitious Name Statement expires five years from the date it was filed in the office of the County Clerk. A new Fictitious Business Name Statement must be filed prior to that date. The filing of this statement does not of itself authorize the use in this state of a Fictitious Business Name in violation of the rights of another under Federal, State, or common law (See section 14411 et seq. Business and Professions Code) bbox=[389, 1490, 544, 1689]
notice-heading: FICTITIOUS BUSINESS NAME STATEMENT File No. 2019100810 bbox=[389, 1463, 544, 1491]
legal-notice bbox=[712, 619, 866, 889]
notice-publication-dates: Publish: ES Mountain Views News Apr 20, 27, May 4, and 11, 2019 bbox=[389, 915, 504, 934]
contributor-name: Rebecca Wright bbox=[69, 803, 156, 819]
staff-box bbox=[10, 89, 215, 1747]
notice-heading: FILE NO. 2017178142 STATEMENT OF ABANDONMENT OF USE OF FICTITIOUS BUSINESS NAME bbox=[228, 295, 382, 323]
notice-heading: FICTITIOUS BUSINESS NAME STATEMENT File No. 2019098135 bbox=[551, 888, 705, 916]
notice-publication-dates: Dates Pub: APRIL 13, 20, 27, MAY 04, 2019 bbox=[873, 1113, 1020, 1123]
notice-heading: FICTITIOUS BUSINESS NAME STATEMENT File No. 2019101593 bbox=[873, 880, 1027, 907]
legal-notice bbox=[551, 1716, 705, 1959]
footer-address: 80 W Sierra Madre Blvd. No. 327 Sierra Madre, Ca. 91024 bbox=[137, 2549, 452, 2562]
page-number: 10 bbox=[27, 3, 72, 52]
legal-notice bbox=[873, 1131, 1027, 1383]
notice-heading: FICTITIOUS BUSINESS NAME STATEMENT File No. 2019098132 bbox=[712, 358, 866, 386]
notice-heading: FICTITIOUS BUSINESS NAME STATEMENT File No. 2019097213 bbox=[1034, 1715, 1189, 1743]
legal-notice bbox=[228, 763, 382, 1005]
legal-notice bbox=[873, 349, 1027, 611]
legal-notice bbox=[873, 1393, 1027, 1654]
notice-heading: FICTITIOUS BUSINESS NAME STATEMENT File No. 2019100895 bbox=[551, 89, 705, 116]
notice-publication-dates: Publish: ES Mountain Views News Apr 20, 27, May 4, and 11, 2019 bbox=[712, 1428, 827, 1447]
page-footer bbox=[0, 2543, 1363, 2568]
notice-heading: FICTITIOUS BUSINESS NAME STATEMENT File No. 2019098133 bbox=[551, 610, 705, 638]
staff-name: Dean Lee bbox=[85, 202, 139, 217]
notice-body: The following person(s) is (are) doing business as: ALMAR HOUSE CLEANING, 5455 NORWALK BLVD APT E, WHITTIER, CA 90601. Full name of registrant(s) is (are) TRINIDAD CAMPOS GUILLO, 5455 NORWALK BLVD APT E, WHITTIER, CA 90601. This Business is conducted by: AN INDIVIDUAL. Signed: TRINIDAD CAMPOS GUILLO, OWNER. This statement was filed with the County Clerk of Los Angeles County on 04/02/2019. The registrant(s) has (have) commenced to transact business under the fictitious business name or names listed above on N/A. NOTICE- This Fictitious Name Statement expires five years from the date it was filed in the office of the County Clerk. A new Fictitious Business Name Statement must be filed prior to that date. The filing of this statement does not of itself authorize the use in this state of a Fictitious Business Name in violation of the rights of another under Federal, State, or common law (See section 14411 et seq. Business and Professions Code)Publish: Mountain Views News bbox=[1196, 1068, 1350, 1284]
notice-body: The following person(s) is (are) doing business as: CLASSIC KITCHEN DESIGN, 9710 GLENOAKS BLVD, UN VALLEY, CA 91352; CLASSIC KITCHEN DESIGN, 716 N JACKSON ST APT 102, GLENDALE, CA 91206. Full name of registrant(s) is (are) ANZELA ABRINOVA MARTEELA, 716 N JACKSON ST APT 102, GLENDALE, CA 91206. This Business is conducted by: An Individual. Signed: Anjela Abrama Manukly, Owner. This statement was filed with the County Clerk of Los Angeles County on 4/12/19. The registrant(s) has (have) commenced to transact business under the fictitious business name or names listed above on 4/2019. NOTICE- This Fictitious Name Statement expires five years from the date it was filed in the office of the County Clerk. A new Fictitious Business Name Statement must be filed prior to that date. The filing of this statement does not of itself authorize the use in this state of a Fictitious Business Name in violation of the rights of another under Federal, State, or common law (See section 14411 et seq. Business and Professions Code) bbox=[712, 645, 866, 871]
legal-notice bbox=[1035, 1185, 1189, 1437]
legal-notice bbox=[551, 1177, 705, 1438]
staff-role: PUBLISHER/ EDITOR bbox=[48, 149, 176, 164]
notice-body: The following person(s) is (are) doing business as: CASSIDY CHEN WEST, 25731 RIDGEWELL, 3925 CLASSIFIED PL APT 1, CALABASAS, CA 91302. Full name of registrant(s) is (are) DINHAS MICHAEL CASSIDY, 3925 CLANOTHUS PL APT 2, CALABASAS, CA 91302. This Business is conducted by: An Individual. Signed: Dinhas Michael Cassidy, Owner. This statement was filed with the County Clerk of Los Angeles County on 4/12/19. The registrant(s) has (have) commenced to transact business under the fictitious business name or names listed above on 8/13. NOTICE- This Fictitious Name Statement expires five years from the date it was filed in the office of the County Clerk. A new Fictitious Business Name Statement must be filed prior to that date. The filing of this statement does not of itself authorize the use in this state of a Fictitious Business Name in violation of the rights of another under Federal, State, or common law (See section 14411 et seq. Business and Professions Code) bbox=[228, 1041, 382, 1248]
notice-body: The following person(s) OWNERS FULL NAME AND ADDRESS has/have abandoned the use of the fictitious business name: BUSINESS NAME AND ADDRESS. The fictitious business name referred to above was filed on DATE OF ORIGINAL FILING in the county of Los Angeles. The original file number of ORIGINAL FILE NUMBER. The business was conducted by: TYPE OF BUSINESS. This statement was filed with the County Clerk of Los Angeles on DATE FILED. The business information in this statement is true and correct. A registrant who declares as true information which he or she knows to be false, is guilty of a crime.) SIGNED: OWNER'S NAME. bbox=[228, 322, 382, 466]
legal-notice bbox=[1196, 781, 1349, 1033]
legal-column bbox=[551, 89, 712, 2477]
legal-notice bbox=[712, 89, 866, 350]
notice-publication-dates: Dates Pub: APRIL 13, 20, 27, MAY 04, 2019 bbox=[873, 1643, 1020, 1653]
notice-publication-dates: Publish: ES Mountain Views News Apr 20, 27, May 4, and 11, 2019 bbox=[551, 1689, 666, 1707]
notice-heading: FICTITIOUS BUSINESS NAME STATEMENT File No. 2019098133 bbox=[1034, 628, 1189, 655]
notice-body: The following person(s) is (are) doing business as: ALMAR HOUSE CLEANING, 5455 NORWALK BLVD APT E, WHITTIER, CA 90601. Full name of registrant(s) is (are) ALMA CLEANING, 5455 NORWALK BLVD APT E, WHITTIER, CA 90601. This Business is conducted by: AN INDIVIDUAL. Signed: TRINIDAD CAMPOS GUILLO, OWNER. This statement was filed with the County Clerk of Los Angeles County on 04/02/2019. The registrant(s) has (have) commenced to transact business under the fictitious business name or names listed above on N/A. NOTICE- This Fictitious Name Statement expires five years from the date it was filed in the office of the County Clerk. A new Fictitious Business Name Statement must be filed prior to that date. The filing of this statement does not of itself authorize the use in this state of a Fictitious Business Name in violation of the rights of another under Federal, State, or common law (See section 14411 et seq. Business and Professions Code)Publish: Mountain Views News bbox=[873, 1158, 1027, 1374]
contributor-name: Howard Hays bbox=[75, 552, 150, 567]
sidebar-paragraph: Letters to the editor and correspondence should be sent to: bbox=[29, 1508, 196, 1557]
legal-notice bbox=[390, 1203, 544, 1454]
legal-notice bbox=[228, 494, 382, 755]
notice-publication-dates: Publish: ES Mountain Views News Apr 20, 27, May 4, and 11, 2019 bbox=[551, 1150, 666, 1168]
notice-publication-dates: Publish: ES Mountain Views News Apr 20, 27, May 4, and 11, 2019 bbox=[712, 871, 827, 889]
notice-body: The following person(s) is (are) doing business as: RELAX ORGANICS, 9227 RESEDA BLVD #300, NORTHRIDGE, CA 91324. Full name of registrant(s) is (are) TWOMPSON THOMAS JAMES PEGLER, 99 WOLLEY DR, ANZA ROSA, CA 95403. This Business is conducted by: An Individual. Signed: Twompson Thomas James Potter, Owner. This statement was filed with the County Clerk of Los Angeles County on 4/16/19. The registrant(s) has (have) commenced to transact business under the fictitious business name or names listed above on 4/2019. NOTICE- This Fictitious Name Statement expires five years from the date it was filed in the office of the County Clerk. A new Fictitious Business Name Statement must be filed prior to that date. The filing of this statement does not of itself authorize the use in this state of a Fictitious Business Name in violation of the rights of another under Federal, State, or common law (See section 14411 et seq. Business and Professions Code) bbox=[1034, 1212, 1189, 1420]
contributor-name: Marc Garlett bbox=[77, 756, 147, 771]
legal-column bbox=[873, 89, 1035, 2477]
notice-body: The following person(s) is (are) doing business as: VISTA ENTERPRISES, 5105 KIRKHAN DR, GLENDALE CA 91206. Full name of registrant(s) is (are) RAYMOND MUNRO, 5105 KIRKHAN DR, GLENDALE, CA 91206; MARIZZA MUNRO, 5105 KIRKHAN DR, GLENDALE, CA 91206. This Business is conducted by: A General Partnership. Signed: Raymond Munro, Partner. This statement was filed with the County Clerk of Los Angeles County on 4/18/19. The registrant(s) has (have) commenced to transact business under the fictitious business name or names listed above on 4/2019. NOTICE- This Fictitious Name Statement expires five years from the date it was filed in the office of the County Clerk. A new Fictitious Business Name Statement must be filed prior to that date. The filing of this statement does not of itself authorize the use in this state of a Fictitious Business Name in violation of the rights of another under Federal, State, or common law (See section 14411 et seq. Business and Professions Code) bbox=[1196, 538, 1350, 755]
legal-notice bbox=[1196, 1303, 1349, 1564]
notice-body: The following person(s) is (are) doing business as: NORTHERN LIGHTS GAMES, 102 N GLENDALE AVE 524, GLENDALE, CA 91206. Full name of registrant(s) is (are) JORDAN JOSEPH PERALES, 102 N GLENDALE AVE 524, GLENDALE, CA 91206. This Business is conducted by: An Individual. Signed: Jordan Joseph Perales, Owner. This statement was filed with the County Clerk of Los Angeles County on 4/16/19. The registrant(s) has (have) commenced to transact business under the fictitious business name or names listed above on 4/2019. NOTICE- This Fictitious Name Statement expires five years from the date it was filed in the office of the County Clerk. A new Fictitious Business Name Statement must be filed prior to that date. The filing of this statement does not of itself authorize the use in this state of a Fictitious Business Name in violation of the rights of another under Federal, State, or common law (See section 14411 et seq. Business and Professions Code) bbox=[1196, 277, 1350, 485]
legal-notice bbox=[228, 2057, 382, 2309]
contributor-name: Bob Eklund bbox=[79, 536, 145, 552]
contributor-name: Katie Hopkins bbox=[73, 693, 152, 708]
notice-heading: FICTITIOUS BUSINESS NAME STATEMENT File No. 2019097740 bbox=[228, 1014, 382, 1041]
legal-column bbox=[1035, 89, 1196, 2477]
sidebar-title-line1: Mountain Views bbox=[56, 108, 168, 125]
legal-notice bbox=[1196, 511, 1349, 772]
notice-publication-dates: Publish: ES Mountain Views News Apr 20, 27, May 4, and 11, 2019 bbox=[389, 98, 504, 116]
notice-heading: FICTITIOUS BUSINESS NAME STATEMENT File No. 2019098856 bbox=[228, 2056, 382, 2084]
notice-heading: FICTITIOUS BUSINESS NAME STATEMENT File No. 2019098147 bbox=[228, 763, 382, 790]
contact-zip: 91024 bbox=[94, 1632, 131, 1648]
notice-body: The following person(s) is (are) doing business as: KELLY'S AUTO BODY SHOP, 18633 PARTHENIA STREET UNIT B, NORTHRIDGE, CA 91324. Full name of registrant(s) is (are) MARCOS ANTONIO GUERRERO DUARTE, 18633 PARTHENIA STREET UNIT B, NORTHRIDGE, CA 91324. This Business is conducted by: An Individual. Signed: Marcos Antonio Guerrero Duarte, Owner. This statement was filed with the County Clerk of Los Angeles County on 4/12/19. The registrant(s) has (have) commenced to transact business under the fictitious business name or names listed above on 4/2019. NOTICE- This Fictitious Name Statement expires five years from the date it was filed in the office of the County Clerk. A new Fictitious Business Name Statement must be filed prior to that date. The filing of this statement does not of itself authorize the use in this state of a Fictitious Business Name in violation of the rights of another under Federal, State, or common law (See section 14411 et seq. Business and Professions Code) bbox=[228, 520, 382, 736]
staff-role: BUSINESS EDITOR bbox=[54, 265, 170, 280]
sidebar-paragraph: Opinions and views expressed by the writers printed in this paper do not necessarily express the views and opinions of the publisher or staff of the Mountain Views News. bbox=[29, 1245, 196, 1362]
staff-role: WEBMASTER bbox=[71, 394, 154, 408]
contributor-name: Christopher Nyerges bbox=[56, 599, 168, 614]
mission-body: The traditions of community newspapers and the concerns of our readers are this newspaper's top priorities. We support a prosperous community of well-informed citizens. We hold in high regard the values of the exceptional quality of life in our community, including the magnificence of our natural resources. Integrity will be our guide. bbox=[28, 1815, 197, 2041]
notice-publication-dates: Publish: ES Mountain Views News Apr 20, 27, May 4, and 11, 2019 bbox=[1196, 224, 1311, 242]
staff-name: LaQuetta Shamblee bbox=[58, 280, 167, 294]
staff-name: Lancelot bbox=[88, 447, 136, 462]
notice-heading: FICTITIOUS BUSINESS NAME STATEMENT File No. 2019101088 bbox=[712, 1185, 866, 1213]
legal-notice bbox=[1196, 251, 1349, 502]
notice-publication-dates: Publish: ES Mountain Views News Apr 20, 27, May 4, and 11, 2019 bbox=[712, 1158, 827, 1177]
notice-body: The following person(s) is (are) doing business as: ANALYZNECVRITY 955 RIVIERA DRIVE, PASADENA, CA 91007. Full name of registrant(s) is (are) ANTHONY CRAIG MCGINTY 955 RIVIERA DRIVE, PASADENA, CA 91007. This Business is conducted by: An Individual. Signed: ANTHONY CRAIG MCGINTY, OWNER. This statement was filed with the County Clerk of Los Angeles County on 02/2019. The registrant(s) has (have) commenced to transact business under the fictitious business name or names listed above on N/A. NOTICE- This Fictitious Name Statement expires five years from the date it was filed in the office of the County Clerk. A new Fictitious Business Name Statement must be filed prior to that date. The filing of this statement does not of itself authorize the use in this state of a Fictitious Business Name in violation of the rights of another under Federal, State, or common law (See section 14411 et seq. Business and Professions Code) bbox=[873, 645, 1027, 854]
contributors-heading: CONTRIBUTORS bbox=[61, 471, 164, 486]
staff-role: EAST VALLEY EDITOR bbox=[44, 226, 181, 241]
notice-body: The following person(s) is (are) doing business as: LA CANNABIS CO, EXT 2007, 1605 S LA BREA AVE, LOS ANGELES, CA 90019. LA CANNABIS CO, EXT 2007, 18757 BURBANK BLVD SUITE 104, TARZANA, CA 91356. Full name of registrant(s) is (are) AMINO GROUP, 18757 BURBANK BLVD SUITE 104, TARZANA, CA 91356. This Business is conducted by: A Corporation. Signed: Amino Group, Aimen Paracaym, President. This statement was filed with the County Clerk of Los Angeles County on 4/15/19. The registrant(s) has (have) commenced to transact business under the fictitious business name or names listed above on 4/2019. NOTICE- This Fictitious Name Statement expires five years from the date it was filed in the office of the County Clerk. A new Fictitious Business Name Statement must be filed prior to that date. The filing of this statement does not of itself authorize the use in this state of a Fictitious Business Name in violation of the rights of another under Federal, State, or common law (See section 14411 et seq. Business and Professions bbox=[228, 2083, 382, 2309]
